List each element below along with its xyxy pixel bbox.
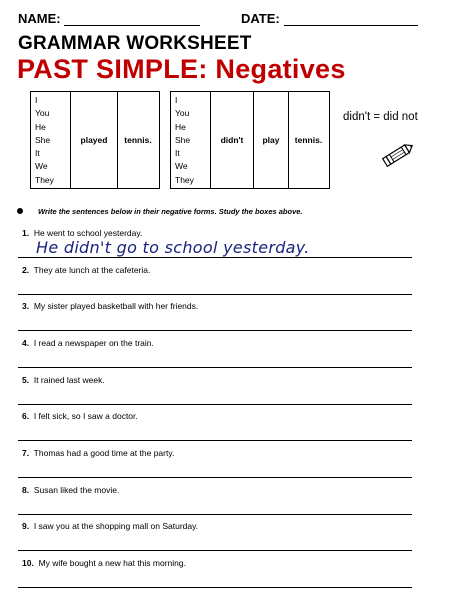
aux-text: didn't — [220, 135, 244, 145]
answer-line[interactable] — [18, 587, 412, 588]
grammar-box-negative — [170, 91, 330, 189]
question-number: 8. — [22, 485, 30, 495]
question-text: My sister played basketball with her friends. — [33, 301, 199, 311]
pronoun: He — [175, 121, 186, 132]
question-number: 9. — [22, 521, 30, 531]
answer-line[interactable] — [18, 440, 412, 441]
name-label: NAME: — [18, 11, 61, 26]
pronoun: They — [35, 174, 54, 185]
pronoun: We — [175, 161, 188, 172]
pronoun-column — [171, 92, 211, 188]
pronoun: She — [35, 134, 51, 145]
question-text: I read a newspaper on the train. — [33, 338, 154, 348]
date-field[interactable] — [284, 25, 418, 26]
answer-line[interactable] — [18, 477, 412, 478]
question-8 — [22, 485, 119, 495]
object-cell — [289, 92, 328, 188]
question-number: 1. — [22, 228, 30, 238]
contraction-note: didn't = did not — [343, 111, 418, 123]
aux-cell — [211, 92, 254, 188]
question-text: Thomas had a good time at the party. — [33, 448, 175, 458]
question-number: 7. — [22, 448, 30, 458]
example-answer: He didn't go to school yesterday. — [36, 238, 310, 257]
object-text: tennis. — [294, 135, 323, 145]
pronoun: You — [35, 108, 50, 119]
question-number: 5. — [22, 375, 30, 385]
question-10 — [22, 558, 186, 568]
question-text: I saw you at the shopping mall on Saturday. — [33, 521, 199, 531]
pronoun: It — [175, 148, 180, 159]
question-number: 2. — [22, 265, 30, 275]
question-number: 4. — [22, 338, 30, 348]
question-number: 6. — [22, 411, 30, 421]
pronoun-column — [31, 92, 71, 188]
question-text: It rained last week. — [33, 375, 105, 385]
verb-cell — [254, 92, 289, 188]
name-field[interactable] — [64, 25, 200, 26]
question-text: Susan liked the movie. — [33, 485, 120, 495]
grammar-box-positive — [30, 91, 160, 189]
pronoun: I — [175, 95, 178, 105]
pronoun: She — [175, 134, 191, 145]
answer-line[interactable] — [18, 550, 412, 551]
topic-title: PAST SIMPLE: Negatives — [17, 54, 346, 84]
pronoun: I — [35, 95, 38, 105]
question-text: He went to school yesterday. — [33, 228, 143, 238]
answer-line[interactable] — [18, 514, 412, 515]
question-text: My wife bought a new hat this morning. — [38, 558, 186, 568]
object-text: tennis. — [124, 135, 152, 145]
question-text: I felt sick, so I saw a doctor. — [33, 411, 138, 421]
question-4 — [22, 338, 154, 348]
question-2 — [22, 265, 150, 275]
question-1 — [22, 228, 142, 238]
question-3 — [22, 301, 198, 311]
answer-line[interactable] — [18, 404, 412, 405]
question-number: 3. — [22, 301, 30, 311]
date-label: DATE: — [241, 11, 280, 26]
pencil-icon — [380, 140, 416, 170]
answer-line[interactable] — [18, 257, 412, 258]
answer-line[interactable] — [18, 367, 412, 368]
question-6 — [22, 411, 138, 421]
bullet-icon — [17, 208, 23, 214]
verb-text: played — [80, 135, 108, 145]
answer-line[interactable] — [18, 294, 412, 295]
question-text: They ate lunch at the cafeteria. — [33, 265, 151, 275]
question-number: 10. — [22, 558, 34, 568]
answer-line[interactable] — [18, 330, 412, 331]
verb-cell — [71, 92, 118, 188]
pronoun: You — [175, 108, 190, 119]
pronoun: They — [175, 174, 194, 185]
instruction-text: Write the sentences below in their negative forms. Study the boxes above. — [38, 207, 303, 216]
pronoun: We — [35, 161, 48, 172]
question-9 — [22, 521, 198, 531]
worksheet-title: GRAMMAR WORKSHEET — [18, 33, 252, 54]
object-cell — [118, 92, 158, 188]
pronoun: It — [35, 148, 40, 159]
verb-text: play — [262, 135, 280, 145]
pronoun: He — [35, 121, 46, 132]
question-7 — [22, 448, 174, 458]
question-5 — [22, 375, 105, 385]
